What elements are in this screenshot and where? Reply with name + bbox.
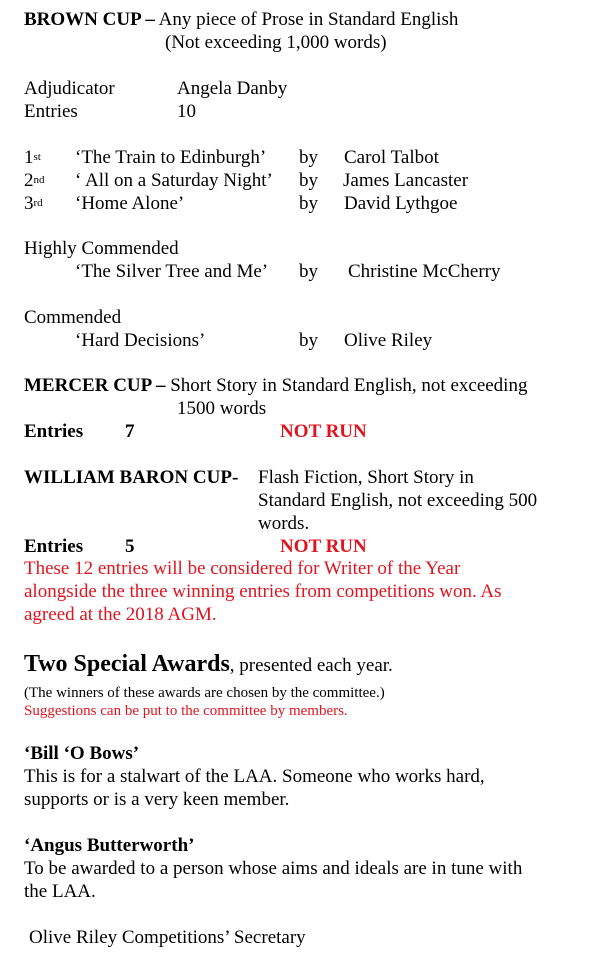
brown-cup-limit: (Not exceeding 1,000 words) <box>165 32 387 53</box>
william-baron-title: WILLIAM BARON CUP- <box>24 467 239 488</box>
special-awards-heading <box>24 650 393 680</box>
william-baron-status: NOT RUN <box>280 536 367 557</box>
signature: Olive Riley Competitions’ Secretary <box>29 927 306 948</box>
place-2-by: by <box>299 170 318 191</box>
highly-commended-label: Highly Commended <box>24 238 179 259</box>
william-baron-description-3: words. <box>258 513 310 534</box>
place-1-title: ‘The Train to Edinburgh’ <box>75 147 267 168</box>
mercer-entries-count: 7 <box>125 421 135 442</box>
place-3-author: David Lythgoe <box>344 193 458 214</box>
mercer-cup-description: Short Story in Standard English, not exceeding <box>170 375 528 396</box>
special-awards-note: (The winners of these awards are chosen by the committee.) <box>24 685 385 701</box>
writer-note-line-1: These 12 entries will be considered for Writer of the Year <box>24 558 461 579</box>
adjudicator-label: Adjudicator <box>24 78 115 99</box>
highly-commended-by: by <box>299 261 318 282</box>
special-awards-suffix: , presented each year. <box>229 655 393 676</box>
mercer-cup-description-2: 1500 words <box>177 398 267 419</box>
brown-cup-title: BROWN CUP – <box>24 9 155 30</box>
commended-by: by <box>299 330 318 351</box>
commended-label: Commended <box>24 307 122 328</box>
commended-author: Olive Riley <box>344 330 433 351</box>
highly-commended-author: Christine McCherry <box>348 261 501 282</box>
place-2-rank: 2nd <box>24 170 45 191</box>
writer-note-line-3: agreed at the 2018 AGM. <box>24 604 217 625</box>
brown-cup-header <box>24 8 458 31</box>
place-2-title: ‘ All on a Saturday Night’ <box>75 170 273 191</box>
angus-line-2: the LAA. <box>24 881 96 902</box>
place-1-rank: 1st <box>24 147 41 168</box>
entries-label: Entries <box>24 101 78 122</box>
place-2-author: James Lancaster <box>343 170 469 191</box>
mercer-entries-label: Entries <box>24 421 84 442</box>
bill-o-bows-line-2: supports or is a very keen member. <box>24 789 290 810</box>
mercer-cup-header <box>24 374 527 397</box>
writer-note-line-2: alongside the three winning entries from competitions won. As <box>24 581 502 602</box>
bill-o-bows-title: ‘Bill ‘O Bows’ <box>24 743 140 764</box>
angus-line-1: To be awarded to a person whose aims and ideals are in tune with <box>24 858 523 879</box>
william-baron-entries-label: Entries <box>24 536 84 557</box>
place-3-by: by <box>299 193 318 214</box>
special-awards-title: Two Special Awards <box>24 651 230 677</box>
angus-title: ‘Angus Butterworth’ <box>24 835 195 856</box>
place-3-title: ‘Home Alone’ <box>75 193 185 214</box>
william-baron-description-2: Standard English, not exceeding 500 <box>258 490 538 511</box>
brown-cup-description: Any piece of Prose in Standard English <box>158 9 459 30</box>
mercer-cup-title: MERCER CUP – <box>24 375 166 396</box>
special-awards-suggestion: Suggestions can be put to the committee by members. <box>24 703 348 719</box>
entries-count: 10 <box>177 101 196 122</box>
place-3-rank: 3rd <box>24 193 43 214</box>
place-1-author: Carol Talbot <box>344 147 439 168</box>
bill-o-bows-line-1: This is for a stalwart of the LAA. Someone who works hard, <box>24 766 485 787</box>
william-baron-entries-count: 5 <box>125 536 135 557</box>
place-1-by: by <box>299 147 318 168</box>
mercer-status: NOT RUN <box>280 421 367 442</box>
highly-commended-title: ‘The Silver Tree and Me’ <box>75 261 269 282</box>
adjudicator-name: Angela Danby <box>177 78 288 99</box>
commended-title: ‘Hard Decisions’ <box>75 330 206 351</box>
william-baron-description-1: Flash Fiction, Short Story in <box>258 467 474 488</box>
